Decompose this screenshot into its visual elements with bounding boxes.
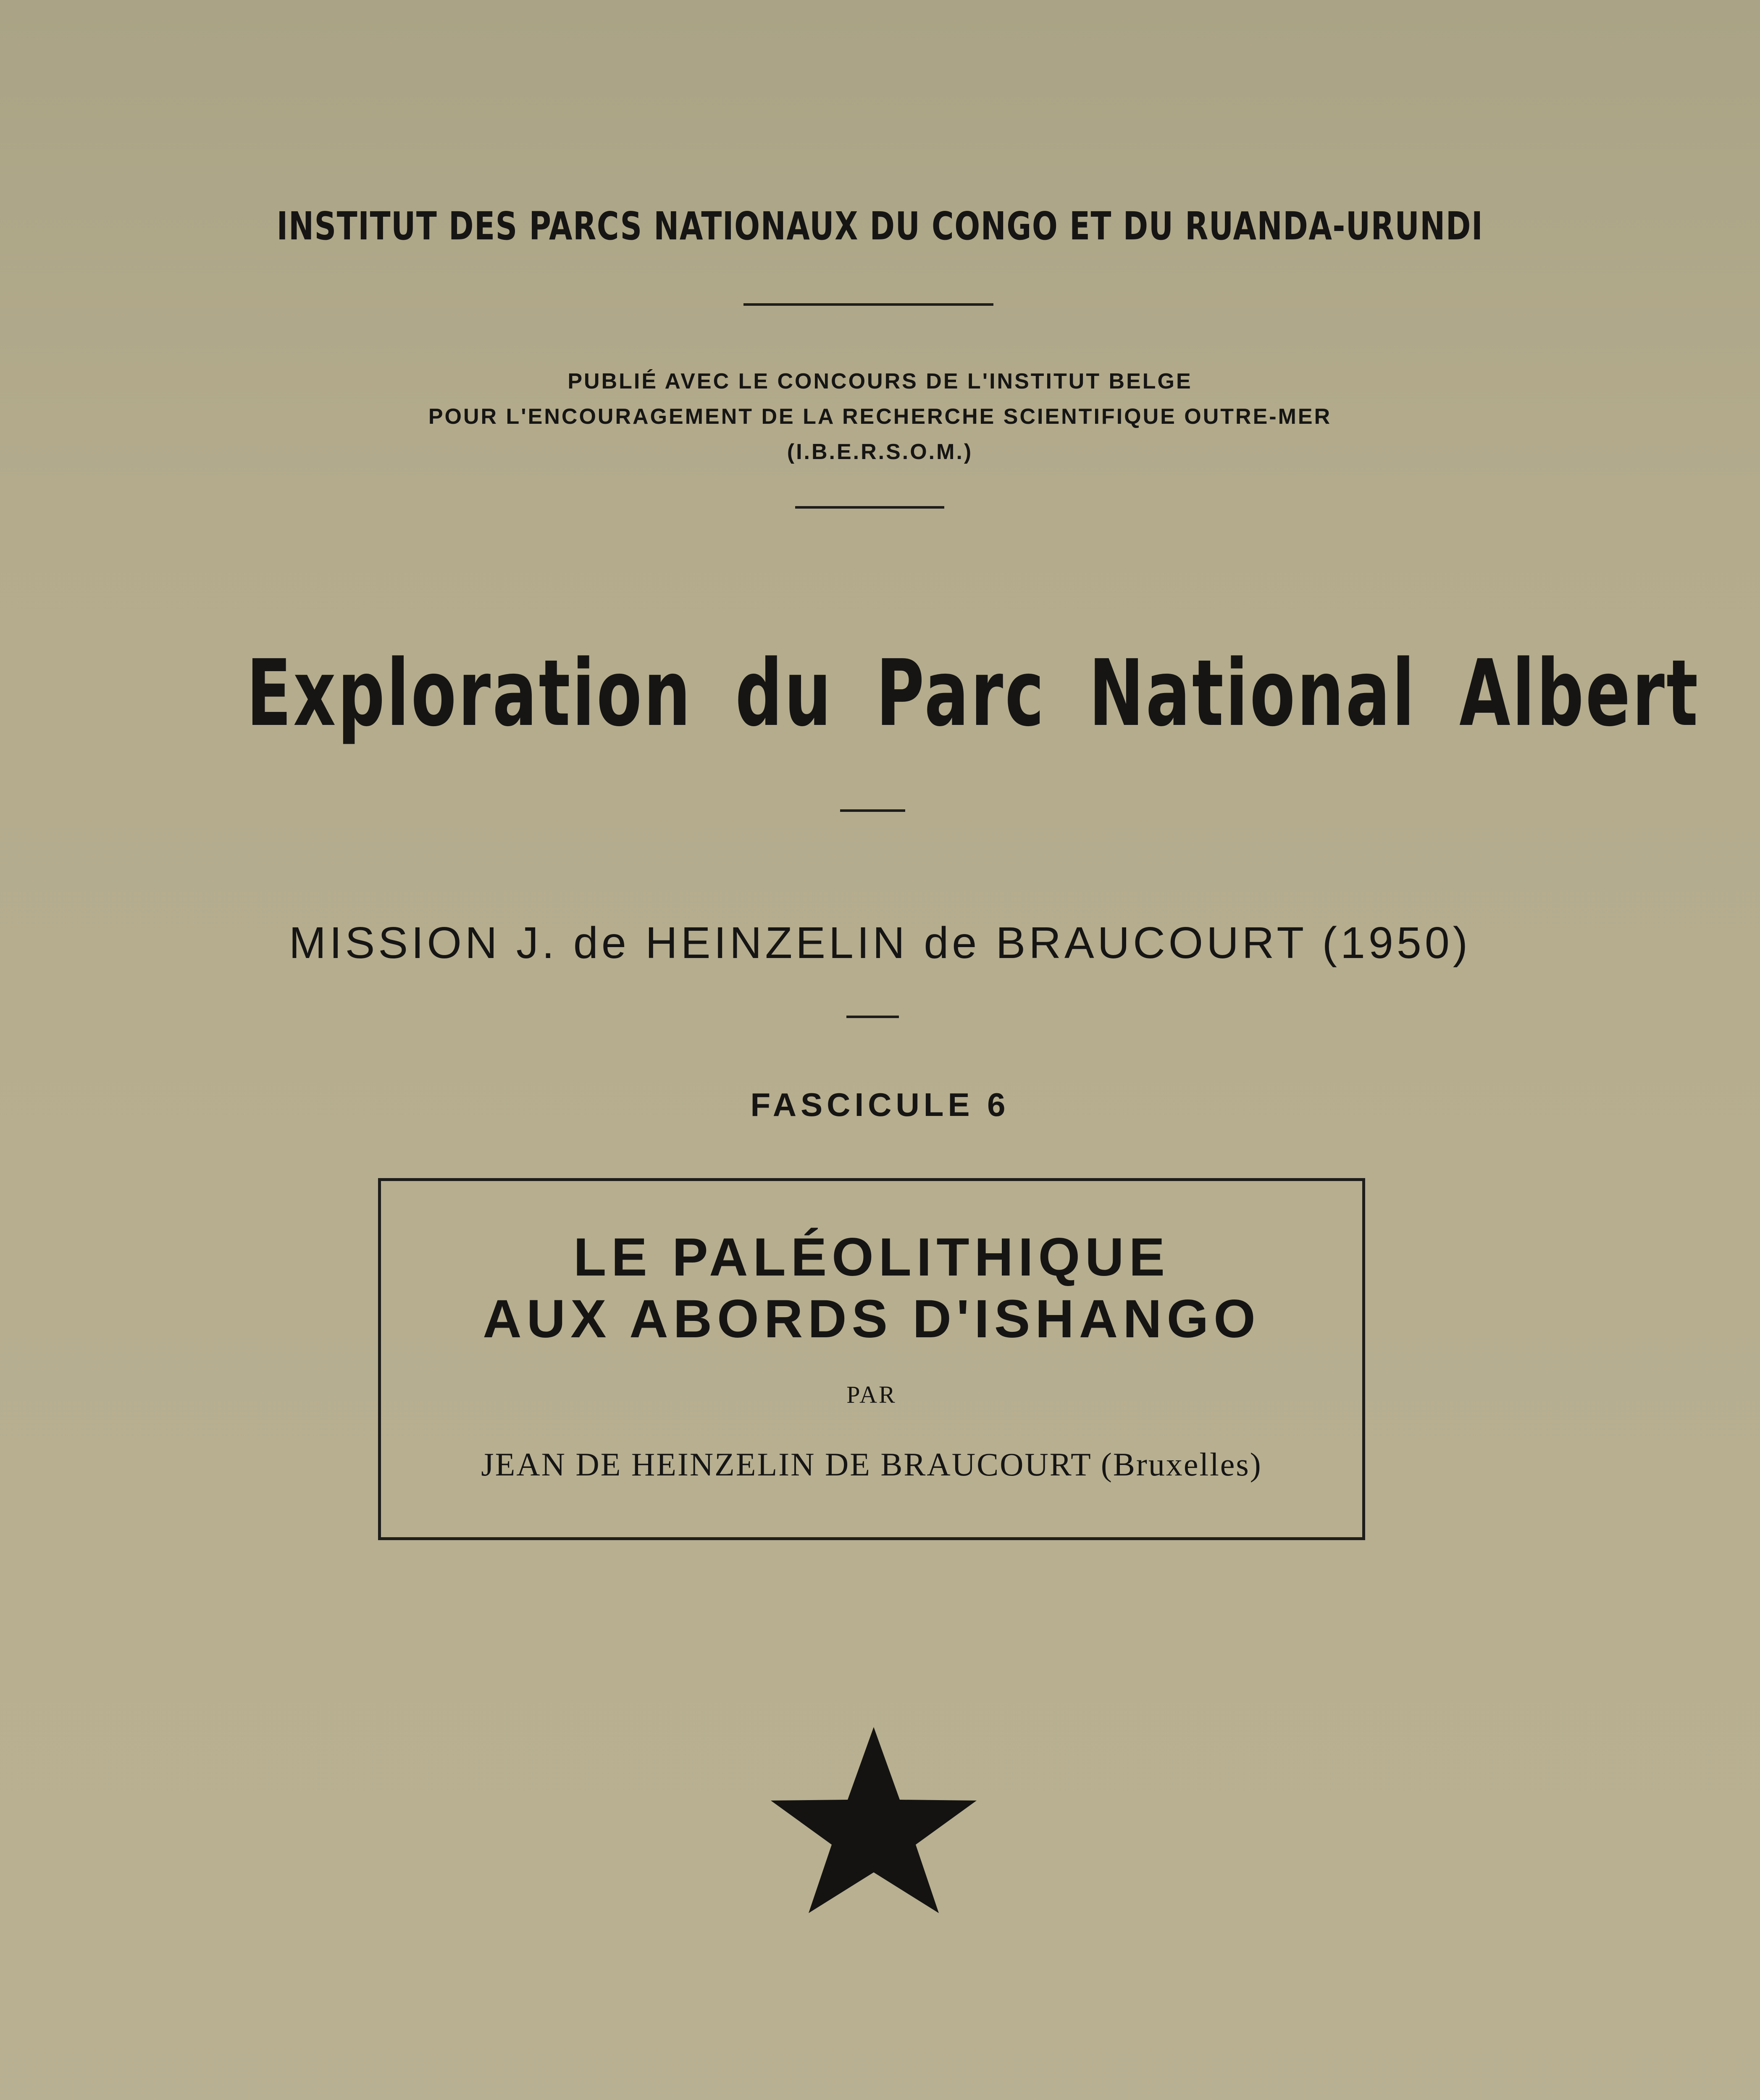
work-title-line-1: LE PALÉOLITHIQUE (573, 1227, 1170, 1287)
series-title: Exploration du Parc National Albert (246, 640, 1700, 747)
author-line: JEAN DE HEINZELIN DE BRAUCOURT (Bruxelles) (481, 1446, 1262, 1483)
by-label: PAR (846, 1381, 897, 1408)
work-title-line-2: AUX ABORDS D'ISHANGO (483, 1289, 1261, 1349)
fascicule-label: FASCICULE 6 (750, 1086, 1010, 1123)
divider-rule (846, 1016, 899, 1018)
publisher-note-line-3: (I.B.E.R.S.O.M.) (787, 440, 973, 464)
publisher-note-line-1: PUBLIÉ AVEC LE CONCOURS DE L'INSTITUT BELGE (567, 369, 1193, 394)
title-box (378, 1178, 1365, 1540)
publisher-note-line-2: POUR L'ENCOURAGEMENT DE LA RECHERCHE SCIENTIFIQUE OUTRE-MER (428, 404, 1332, 429)
divider-rule (743, 303, 993, 306)
institute-name: INSTITUT DES PARCS NATIONAUX DU CONGO ET DU RUANDA-URUNDI (276, 204, 1484, 249)
divider-rule (840, 809, 905, 812)
mission-line: MISSION J. de HEINZELIN de BRAUCOURT (1950) (289, 918, 1471, 968)
divider-rule (795, 506, 944, 509)
star-icon (769, 1726, 979, 1915)
